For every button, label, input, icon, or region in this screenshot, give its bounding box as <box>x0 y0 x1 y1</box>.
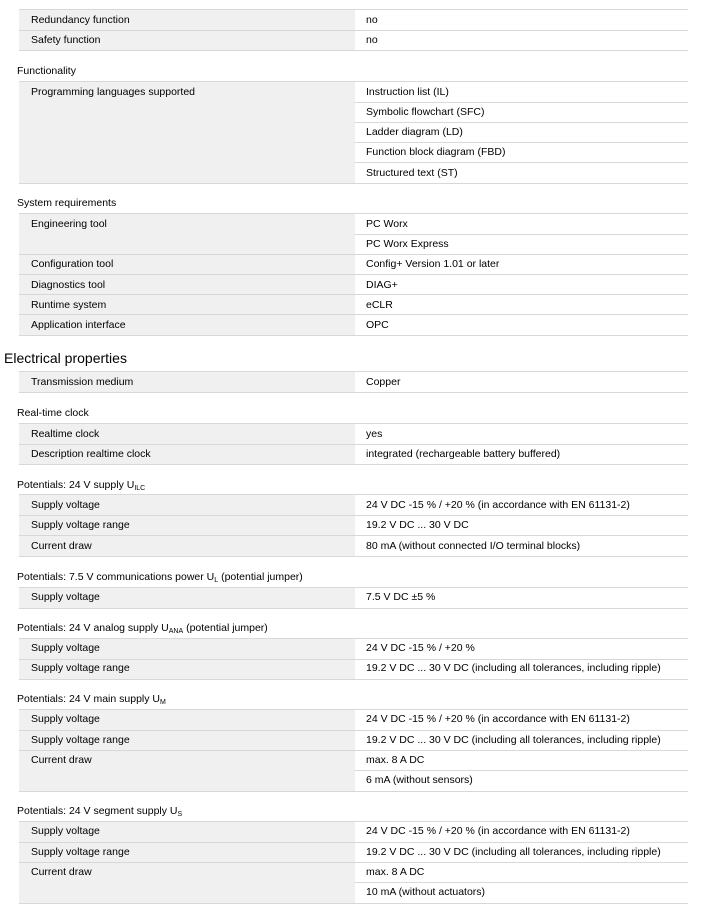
spec-value: OPC <box>366 319 389 331</box>
spec-value: 24 V DC -15 % / +20 % (in accordance with EN 61131-2) <box>366 825 630 837</box>
spec-value: max. 8 A DC <box>366 754 425 766</box>
spec-label: Redundancy function <box>31 14 130 26</box>
section-title-functionality: Functionality <box>17 65 76 77</box>
spec-value: Function block diagram (FBD) <box>366 146 506 158</box>
spec-label: Supply voltage <box>31 591 100 603</box>
spec-value: no <box>366 14 378 26</box>
section-title-rtc: Real-time clock <box>17 407 89 419</box>
spec-label: Supply voltage <box>31 825 100 837</box>
spec-value: 24 V DC -15 % / +20 % <box>366 642 475 654</box>
spec-label: Supply voltage range <box>31 662 130 674</box>
spec-label: Engineering tool <box>31 218 107 230</box>
spec-value: max. 8 A DC <box>366 866 425 878</box>
spec-label: Diagnostics tool <box>31 279 106 291</box>
spec-value: DIAG+ <box>366 279 398 291</box>
spec-value: 10 mA (without actuators) <box>366 886 486 898</box>
spec-value: 6 mA (without sensors) <box>366 774 473 786</box>
spec-value: Instruction list (IL) <box>366 86 449 98</box>
spec-label: Supply voltage <box>31 499 100 511</box>
spec-value: Config+ Version 1.01 or later <box>366 258 500 270</box>
spec-value: Symbolic flowchart (SFC) <box>366 106 485 118</box>
spec-label: Transmission medium <box>31 376 134 388</box>
spec-label: Realtime clock <box>31 428 100 440</box>
section-title-potentials-m: Potentials: 24 V main supply $U_M$ <box>17 693 166 706</box>
spec-label: Application interface <box>31 319 126 331</box>
spec-value: no <box>366 34 378 46</box>
spec-value: yes <box>366 428 383 440</box>
spec-label: Supply voltage range <box>31 846 130 858</box>
spec-value: Ladder diagram (LD) <box>366 126 463 138</box>
spec-label: Description realtime clock <box>31 448 151 460</box>
spec-value: integrated (rechargeable battery buffered) <box>366 448 561 460</box>
spec-value: 24 V DC -15 % / +20 % (in accordance with EN 61131-2) <box>366 713 630 725</box>
section-title-potentials-ilc: Potentials: 24 V supply $U_{ILC}$ <box>17 479 146 492</box>
spec-label: Programming languages supported <box>31 86 196 98</box>
spec-value: Structured text (ST) <box>366 167 458 179</box>
spec-label: Supply voltage <box>31 642 100 654</box>
spec-value: PC Worx Express <box>366 238 449 250</box>
spec-value: 80 mA (without connected I/O terminal blocks) <box>366 540 581 552</box>
spec-value: 19.2 V DC ... 30 V DC (including all tolerances, including ripple) <box>366 662 661 674</box>
spec-value: PC Worx <box>366 218 408 230</box>
spec-value: 24 V DC -15 % / +20 % (in accordance with EN 61131-2) <box>366 499 630 511</box>
spec-label: Current draw <box>31 754 92 766</box>
spec-value: Copper <box>366 376 401 388</box>
spec-label: Supply voltage range <box>31 734 130 746</box>
spec-label: Supply voltage <box>31 713 100 725</box>
spec-label: Runtime system <box>31 299 107 311</box>
spec-label: Safety function <box>31 34 101 46</box>
spec-value: eCLR <box>366 299 393 311</box>
spec-value: 19.2 V DC ... 30 V DC (including all tolerances, including ripple) <box>366 846 661 858</box>
spec-value: 19.2 V DC ... 30 V DC (including all tolerances, including ripple) <box>366 734 661 746</box>
section-title-potentials-ana: Potentials: 24 V analog supply $U_{ANA}$ (potential jumper) <box>17 622 268 635</box>
spec-value: 19.2 V DC ... 30 V DC <box>366 519 469 531</box>
section-title-potentials-s: Potentials: 24 V segment supply $U_S$ <box>17 805 183 818</box>
spec-label: Current draw <box>31 866 92 878</box>
spec-value: 7.5 V DC ±5 % <box>366 591 436 603</box>
heading-electrical-properties: Electrical properties <box>4 350 127 366</box>
spec-label: Supply voltage range <box>31 519 130 531</box>
spec-label: Current draw <box>31 540 92 552</box>
spec-label: Configuration tool <box>31 258 114 270</box>
section-title-potentials-l: Potentials: 7.5 V communications power $U_L$ (potential jumper) <box>17 571 303 584</box>
section-title-system-requirements: System requirements <box>17 197 117 209</box>
